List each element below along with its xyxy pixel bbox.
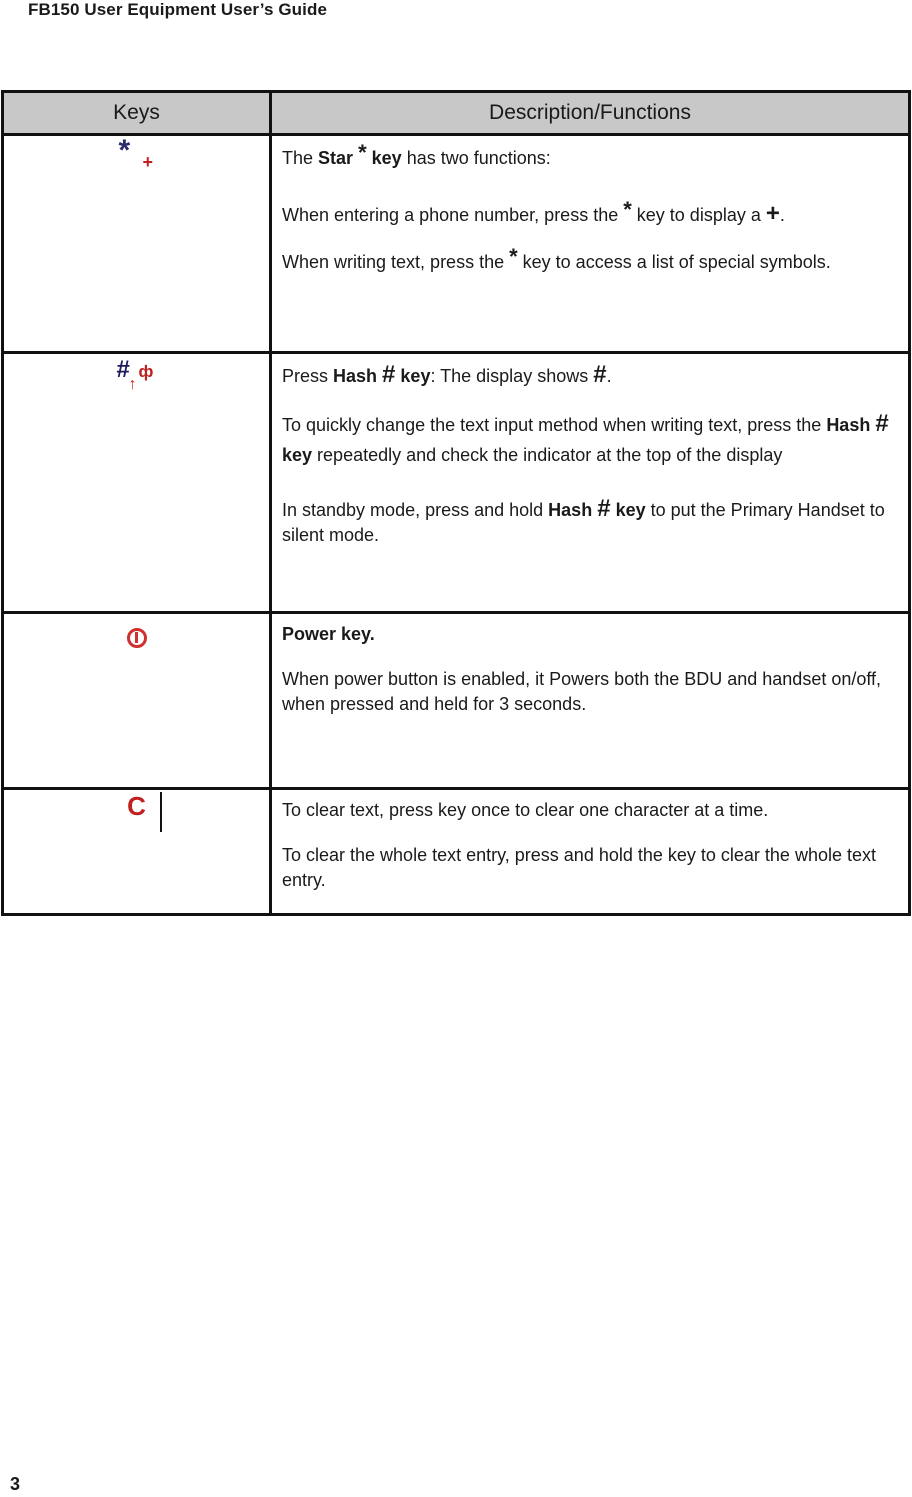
keys-column-header: Keys xyxy=(3,92,271,135)
hash-silent-mode-text: In standby mode, press and hold Hash # key to put the Primary Handset to silent mode. xyxy=(282,495,885,545)
power-key-title: Power key. xyxy=(282,624,375,644)
table-row-star-key xyxy=(3,135,910,353)
description-cell xyxy=(271,353,910,613)
hash-glyph: # xyxy=(116,356,130,383)
description-cell xyxy=(271,135,910,353)
star-writing-text: When writing text, press the * key to access a list of special symbols. xyxy=(282,244,831,272)
document-header: FB150 User Equipment User’s Guide xyxy=(28,0,327,19)
key-cell xyxy=(3,789,271,915)
page-number: 3 xyxy=(10,1474,21,1494)
star-intro: The Star * key has two functions: xyxy=(282,140,551,168)
hash-intro: Press Hash # key: The display shows #. xyxy=(282,361,612,388)
divider xyxy=(160,792,162,832)
hash-key-icon xyxy=(116,356,157,393)
hash-sub-glyph: ф xyxy=(138,362,154,381)
clear-key-icon: C xyxy=(127,791,146,821)
table-row-hash-key xyxy=(3,353,910,613)
clear-key-text-1: To clear text, press key once to clear one character at a time. xyxy=(282,800,769,820)
power-key-text: When power button is enabled, it Powers both the BDU and handset on/off, when pressed and held for 3 seconds. xyxy=(282,669,882,714)
key-cell xyxy=(3,613,271,789)
star-glyph: * xyxy=(118,134,131,167)
key-cell xyxy=(3,353,271,613)
plus-glyph: + xyxy=(142,152,154,172)
star-phone-number-text: When entering a phone number, press the * key to display a +. xyxy=(282,197,785,227)
key-cell xyxy=(3,135,271,353)
description-column-header: Description/Functions xyxy=(271,92,910,135)
power-icon xyxy=(127,628,147,648)
table-header-row xyxy=(3,92,910,135)
clear-key-text-2: To clear the whole text entry, press and hold the key to clear the whole text entry. xyxy=(282,845,876,890)
table-row-clear-key xyxy=(3,789,910,915)
hash-arrow-glyph: ↑ xyxy=(128,376,137,393)
table-row-power-key xyxy=(3,613,910,789)
keys-table xyxy=(1,90,911,916)
hash-input-method-text: To quickly change the text input method when writing text, press the Hash # key repeatedly and check the indicator at the top of the display xyxy=(282,410,889,465)
description-cell xyxy=(271,613,910,789)
star-plus-key-icon xyxy=(117,134,157,172)
description-cell xyxy=(271,789,910,915)
